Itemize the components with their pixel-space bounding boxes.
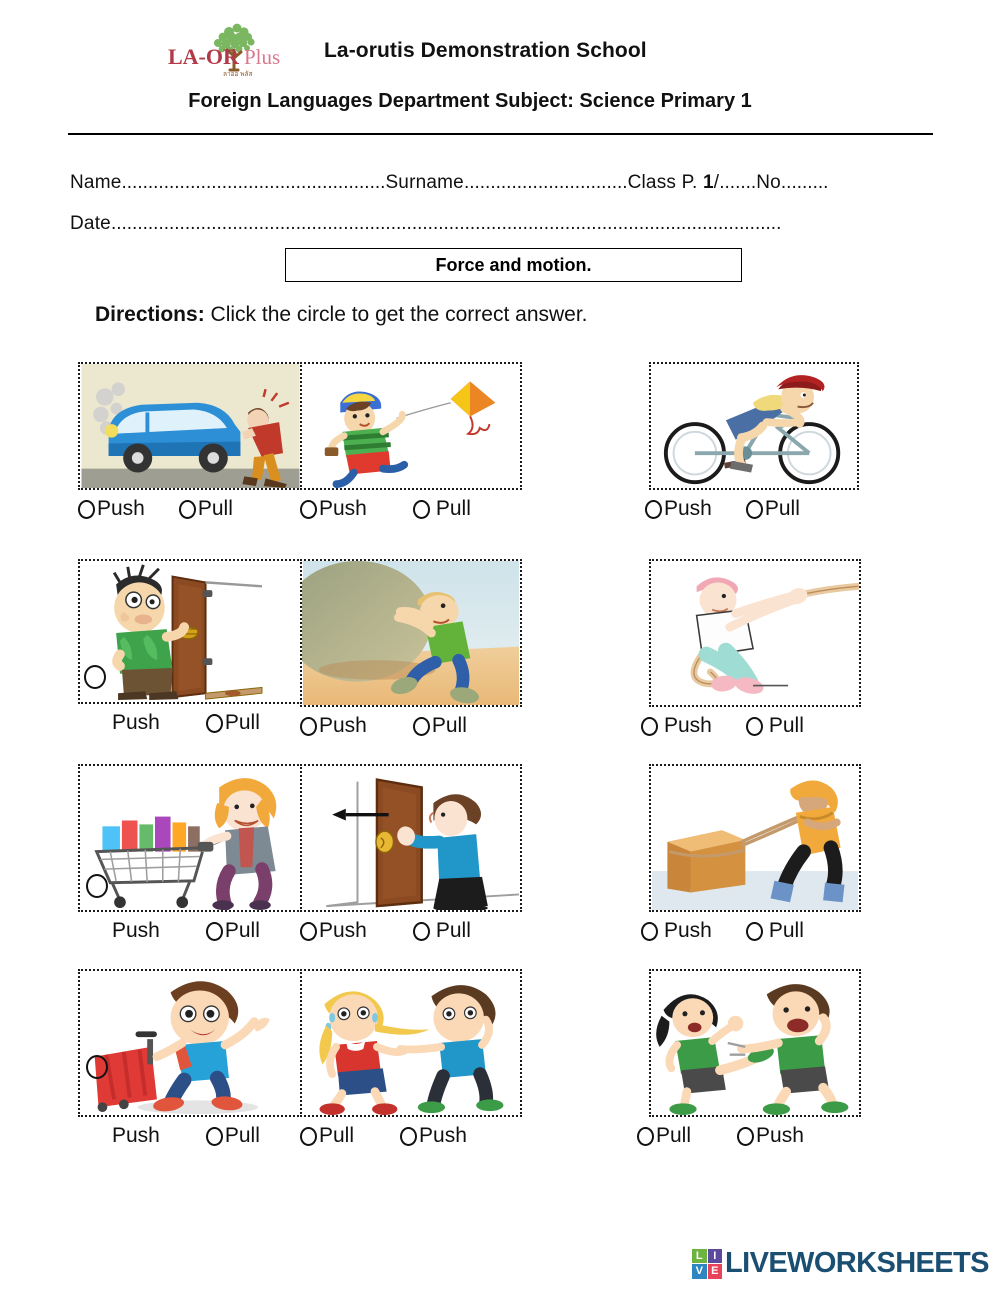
no-dots[interactable]: .........: [780, 172, 829, 193]
radio-circle-icon[interactable]: [413, 922, 430, 941]
radio-circle-icon-push[interactable]: [84, 665, 106, 689]
item-image-person-pushing-door-open: [300, 764, 522, 912]
option-push[interactable]: [641, 919, 712, 943]
radio-circle-icon[interactable]: [206, 1127, 223, 1146]
item-image-woman-pushing-shopping-cart: [78, 764, 303, 912]
option-label: Pull: [764, 497, 800, 520]
option-pull[interactable]: [746, 714, 804, 738]
option-label: Pull: [768, 919, 804, 942]
item-image-boy-pulling-girl-hair: [300, 969, 522, 1117]
item-image-man-pushing-blue-car: [78, 362, 303, 490]
item-image-man-pushing-boulder: [300, 559, 522, 707]
radio-circle-icon[interactable]: [300, 1127, 317, 1146]
option-label: Push: [97, 497, 145, 520]
radio-circle-icon[interactable]: [300, 717, 317, 736]
option-push[interactable]: [400, 1124, 467, 1148]
option-label: Pull: [431, 714, 467, 737]
surname-label: Surname: [385, 172, 464, 193]
department-line: Foreign Languages Department Subject: Science Primary 1: [188, 90, 752, 112]
question-grid: [0, 362, 1000, 1174]
name-dots[interactable]: ..................................................: [121, 172, 386, 193]
radio-circle-icon[interactable]: [637, 1127, 654, 1146]
class-value: 1: [702, 172, 714, 193]
option-pull[interactable]: [746, 919, 804, 943]
answer-options: [605, 494, 920, 524]
option-push[interactable]: [300, 497, 367, 521]
answer-options: [78, 916, 300, 946]
name-line: [70, 168, 940, 198]
option-push[interactable]: [300, 714, 367, 738]
option-label: Push: [319, 714, 367, 737]
option-label: Push: [112, 919, 160, 942]
option-pull[interactable]: [206, 1124, 260, 1148]
radio-circle-icon-push[interactable]: [86, 1055, 108, 1079]
item-image-man-pulling-rope: [649, 559, 861, 707]
radio-circle-icon[interactable]: [413, 717, 430, 736]
question-row: [0, 362, 1000, 559]
answer-options: [300, 916, 590, 946]
option-pull[interactable]: [413, 497, 471, 521]
question-row: [0, 969, 1000, 1174]
radio-circle-icon[interactable]: [641, 922, 658, 941]
option-label: Pull: [197, 497, 233, 520]
liveworksheets-wordmark: LIVEWORKSHEETS: [725, 1247, 989, 1279]
question-item-3: [590, 362, 920, 559]
option-pull[interactable]: [637, 1124, 691, 1148]
option-label: Push: [319, 919, 367, 942]
option-push[interactable]: [645, 497, 712, 521]
question-item-4: [0, 559, 300, 764]
answer-options: [300, 711, 590, 741]
option-pull[interactable]: [746, 497, 800, 521]
option-label: Pull: [224, 1124, 260, 1147]
option-label: Pull: [224, 711, 260, 734]
question-item-7: [0, 764, 300, 969]
option-label: Push: [112, 711, 160, 734]
liveworksheets-tiles-icon: [692, 1249, 722, 1279]
tile-e: E: [708, 1264, 723, 1279]
question-item-12: [590, 969, 920, 1174]
answer-options: [78, 708, 300, 738]
answer-options: [78, 494, 300, 524]
tile-i: I: [708, 1249, 723, 1264]
directions-line: [95, 303, 588, 327]
liveworksheets-footer-logo: [692, 1247, 989, 1280]
option-label: Push: [319, 497, 367, 520]
tile-v: V: [692, 1264, 707, 1279]
question-item-9: [590, 764, 920, 969]
radio-circle-icon[interactable]: [746, 922, 763, 941]
option-push[interactable]: [78, 497, 145, 521]
question-item-1: [0, 362, 300, 559]
option-push[interactable]: [737, 1124, 804, 1148]
radio-circle-icon[interactable]: [746, 500, 763, 519]
topic-title-box: [285, 248, 742, 282]
surname-dots[interactable]: ...............................: [463, 172, 628, 193]
item-image-man-riding-bicycle: [649, 362, 859, 490]
option-label: Pull: [768, 714, 804, 737]
option-label: Push: [664, 714, 712, 737]
option-label: Push: [664, 497, 712, 520]
option-label: Push: [664, 919, 712, 942]
radio-circle-icon[interactable]: [737, 1127, 754, 1146]
option-label: Pull: [319, 1124, 355, 1147]
radio-circle-icon[interactable]: [641, 717, 658, 736]
radio-circle-icon[interactable]: [300, 922, 317, 941]
item-image-boy-pulling-red-suitcase: [78, 969, 303, 1117]
question-item-6: [590, 559, 920, 764]
radio-circle-icon[interactable]: [78, 500, 95, 519]
item-image-boy-flying-kite: [300, 362, 522, 490]
directions-label: Directions:: [95, 303, 205, 326]
answer-options: [300, 494, 590, 524]
option-label: Pull: [435, 919, 471, 942]
question-item-5: [300, 559, 590, 764]
question-row: [0, 559, 1000, 764]
option-pull[interactable]: [413, 919, 471, 943]
radio-circle-icon[interactable]: [645, 500, 662, 519]
svg-text:ลาออ พลัส: ลาออ พลัส: [223, 71, 253, 78]
option-pull[interactable]: [179, 497, 233, 521]
radio-circle-icon[interactable]: [300, 500, 317, 519]
radio-circle-icon[interactable]: [206, 714, 223, 733]
question-item-8: [300, 764, 590, 969]
radio-circle-icon[interactable]: [206, 922, 223, 941]
question-row: [0, 764, 1000, 969]
answer-options: [605, 1121, 920, 1151]
school-logo: [168, 20, 296, 82]
answer-options: [78, 1121, 300, 1151]
answer-options: [300, 1121, 590, 1151]
class-separator: /: [713, 172, 720, 193]
option-label: Pull: [435, 497, 471, 520]
option-pull[interactable]: [300, 1124, 354, 1148]
option-push[interactable]: [300, 919, 367, 943]
tile-l: L: [692, 1249, 707, 1264]
directions-text: Click the circle to get the correct answer.: [210, 303, 588, 326]
radio-circle-icon[interactable]: [746, 717, 763, 736]
radio-circle-icon-push[interactable]: [86, 874, 108, 898]
no-label: No: [756, 172, 781, 193]
item-image-man-pulling-box-with-rope: [649, 764, 861, 912]
option-label: Pull: [224, 919, 260, 942]
answer-options: [605, 711, 920, 741]
svg-text:Plus: Plus: [244, 45, 281, 69]
name-label: Name: [70, 172, 122, 193]
option-push[interactable]: [110, 1124, 160, 1148]
header-divider: [68, 133, 933, 135]
date-dots[interactable]: ...............................................................................................................................: [110, 213, 782, 234]
option-label: Push: [756, 1124, 804, 1147]
question-item-11: [300, 969, 590, 1174]
option-push[interactable]: [641, 714, 712, 738]
topic-title: Force and motion.: [435, 254, 592, 275]
option-push[interactable]: [110, 711, 160, 735]
item-image-boy-pushing-girl: [649, 969, 861, 1117]
item-image-man-opening-door: [78, 559, 303, 704]
class-dots[interactable]: .......: [719, 172, 757, 193]
school-name: La-orutis Demonstration School: [324, 39, 647, 62]
svg-text:LA-OR: LA-OR: [168, 44, 239, 69]
option-label: Push: [112, 1124, 160, 1147]
option-push[interactable]: [110, 919, 160, 943]
class-label: Class P.: [627, 172, 698, 193]
student-info-block: [70, 168, 940, 235]
question-item-2: [300, 362, 590, 559]
radio-circle-icon[interactable]: [400, 1127, 417, 1146]
radio-circle-icon[interactable]: [413, 500, 430, 519]
option-pull[interactable]: [413, 714, 467, 738]
option-pull[interactable]: [206, 711, 260, 735]
option-label: Push: [419, 1124, 467, 1147]
worksheet-header: [0, 20, 1000, 113]
answer-options: [605, 916, 920, 946]
option-label: Pull: [656, 1124, 692, 1147]
option-pull[interactable]: [206, 919, 260, 943]
radio-circle-icon[interactable]: [179, 500, 196, 519]
date-line: [70, 213, 940, 235]
date-label: Date: [70, 213, 111, 234]
question-item-10: [0, 969, 300, 1174]
